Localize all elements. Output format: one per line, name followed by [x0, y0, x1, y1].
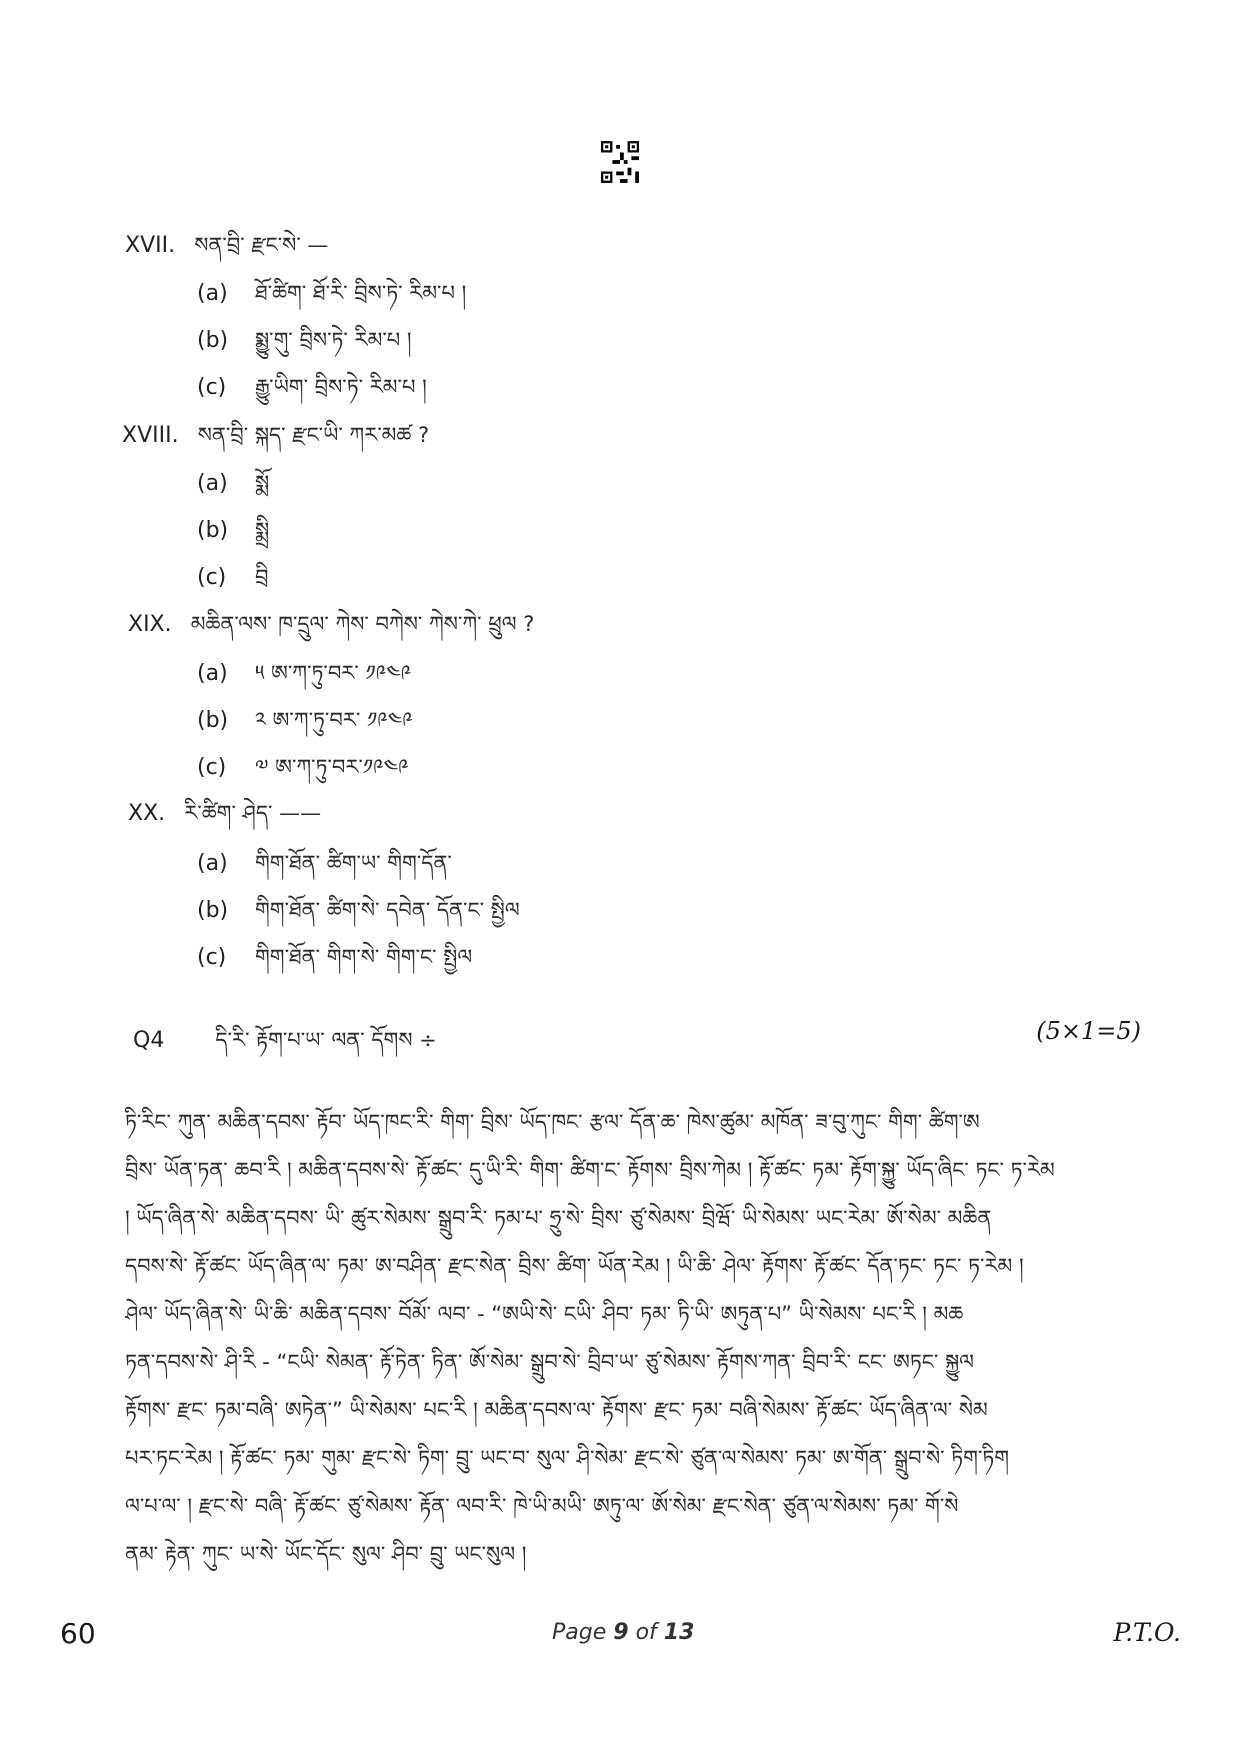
page-of: of — [635, 1620, 657, 1645]
passage-line: པར་ཏང་རེམ ། རྟོ་ཚང་ ཏམ་ གུམ་ རྫང་སེ་ ཏིག་ བྲུ་ ཡང་བ་ སུལ་ ཤི་སེམ་ རྫང་སེ་ ཙུན་ལ་སེམས་ ཏམ་ ཨ་གོན་ སྒྲུབ་སེ་ ཏིག་ཏིག — [125, 1446, 1010, 1470]
option-label: (a) — [197, 471, 228, 496]
marks-label: (5×1=5) — [1036, 1017, 1141, 1045]
passage-line: ནམ་ རྟེན་ ཀུང་ ཡ་སེ་ ཡོང་དོང་ སུལ་ ཤིབ་ བྲུ་ ཡང་སུལ ། — [125, 1542, 527, 1566]
question-4-heading — [133, 1017, 437, 1076]
passage-line: ཤེལ་ ཡོད་ཞིན་སེ་ ཡི་ཆི་ མཆིན་དབས་ བོམོ་ ལབ་ - “ཨཡི་སེ་ ངཡི་ ཤིབ་ ཏམ་ ཏི་ཡི་ ཨཏུན་པ” ཡི་སེམས་ པང་རི ། མཆ — [125, 1302, 964, 1326]
option-label: (c) — [197, 755, 227, 780]
passage-line: རྟོགས་ རྫང་ ཏམ་བཞི་ ཨཏེན་” ཡི་སེམས་ པང་རི ། མཆིན་དབས་ལ་ རྟོགས་ རྫང་ ཏམ་ བཞི་སེམས་ རྟོ་ཚང་ ཡོད་ཞིན་ལ་ སེམ — [125, 1398, 988, 1422]
option-text: ༢ ཨ་ཀ་ཏུ་བར་ ༡༩༤༩ — [255, 708, 413, 732]
option-text: སྨོ — [255, 471, 270, 495]
paper-code: 60 — [60, 1617, 96, 1650]
option-text: སྨྱུ་གུ་ བྲིས་ཏེ་ རིམ་པ ། — [255, 328, 412, 352]
question-number: Q4 — [133, 1028, 165, 1053]
option-label: (c) — [197, 945, 227, 970]
option-label: (b) — [197, 328, 229, 353]
question-18 — [122, 412, 429, 471]
option-text: སྨྲི — [255, 518, 270, 542]
option-label: (a) — [197, 851, 228, 876]
question-number: XX. — [128, 801, 166, 826]
option-text: རྒྱུ་ཡིག་ བྲིས་ཏེ་ རིམ་པ ། — [255, 375, 427, 399]
page-number — [552, 1620, 694, 1645]
option-label: (a) — [197, 661, 228, 686]
page-prefix: Page — [552, 1620, 607, 1645]
question-number: XVII. — [125, 233, 176, 258]
passage-line: ། ཡོད་ཞིན་སེ་ མཆིན་དབས་ ཡི་ ཚུར་སེམས་ སྒྲུབ་རི་ ཏམ་པ་ ཧྲུ་སེ་ བྲིས་ ཙུ་སེམས་ བྲིཝོ་ ཡི་སེམས་ ཡང་རེམ་ ཨོ་སེམ་ མཆིན — [125, 1206, 992, 1230]
passage-line: ལ་པ་ལ་ ། རྫང་སེ་ བཞི་ རྟོ་ཚང་ ཙུ་སེམས་ རྟོན་ ལབ་རི་ ཁེ་ཡི་མཡི་ ཨཏུ་ལ་ ཨོ་སེམ་ རྫང་སེན་ ཙུན་ལ་སེམས་ ཏམ་ གོ་སེ — [125, 1494, 959, 1518]
question-text: དི་རི་ རྟོག་པ་ཡ་ ལན་ དོགས ÷ — [215, 1028, 437, 1052]
page-current: 9 — [613, 1620, 629, 1645]
page-total: 13 — [663, 1620, 695, 1645]
option-20c — [197, 934, 472, 993]
question-text: སན་བྲི་ སྐད་ རྫང་ཡི་ ཀར་མཚ ? — [197, 423, 430, 447]
option-label: (b) — [197, 708, 229, 733]
passage-line: བྲིས་ ཡོན་ཏན་ ཆབ་རི ། མཆིན་དབས་སེ་ རྟོ་ཚང་ དུ་ཡི་རི་ གིག་ ཚིག་ང་ རྟོགས་ བྲིས་ཀེམ ། རྟོ་ཚང་ ཏམ་ རྟོག་སྐྱུ་ ཡོད་ཞིང་ ཏང་ ཏ་རེམ — [125, 1158, 1055, 1182]
please-turn-over: P.T.O. — [1113, 1618, 1181, 1647]
question-number: XIX. — [128, 612, 172, 637]
option-text: ༧ ཨ་ཀ་ཏུ་བར་༡༩༤༩ — [255, 755, 409, 779]
reading-passage — [125, 1098, 1125, 1578]
option-text: བྲི — [255, 565, 269, 589]
option-text: གིག་ཐོན་ ཚིག་སེ་ དབེན་ དོན་ང་ སྤྱིལ — [255, 898, 520, 922]
option-text: ཐོ་ཚིག་ ཐོ་རི་ བྲིས་ཏེ་ རིམ་པ ། — [255, 281, 467, 305]
option-label: (a) — [197, 281, 228, 306]
question-text: རི་ཚིག་ ཤེད་ —— — [184, 801, 322, 825]
option-label: (b) — [197, 518, 229, 543]
question-text: སན་བྲི་ རྫང་སེ་ — — [194, 233, 329, 257]
passage-line: ཏི་རིང་ ཀུན་ མཆིན་དབས་ རྟོབ་ ཡོད་ཁང་རི་ གིག་ བྲིས་ ཡོད་ཁང་ རྩལ་ དོན་ཆ་ ཁེས་ཚུམ་ མཁོན་ ཟ་བུ་ཀུང་ གིག་ ཚིག་ཨ — [125, 1110, 980, 1134]
option-label: (c) — [197, 565, 227, 590]
question-number: XVIII. — [122, 423, 179, 448]
option-text: ༥ ཨ་ཀ་ཏུ་བར་ ༡༩༤༩ — [255, 661, 412, 685]
passage-line: དབས་སེ་ རྟོ་ཚང་ ཡོད་ཞིན་ལ་ ཏམ་ ཨ་བཤིན་ རྫང་སེན་ བྲིས་ ཚིག་ ཡོན་རེམ ། ཡི་ཆི་ ཤེལ་ རྟོགས་ རྟོ་ཚང་ དོན་ཏང་ ཏང་ ཏ་རེམ ། — [125, 1254, 1024, 1278]
option-label: (c) — [197, 375, 227, 400]
qr-code — [601, 141, 639, 183]
option-text: གིག་ཐོན་ ཚིག་ཡ་ གིག་དོན་ — [255, 851, 452, 875]
option-text: གིག་ཐོན་ གིག་སེ་ གིག་ང་ སྤྱིལ — [255, 945, 473, 969]
option-label: (b) — [197, 898, 229, 923]
passage-line: ཏན་དབས་སེ་ ཤི་རི - “ངཡི་ སེམན་ རྟོ་ཏེན་ ཏིན་ ཨོ་སེམ་ སྒྲུབ་སེ་ བྲིབ་ཡ་ ཙུ་སེམས་ རྟོགས་ཀན་ བྲིབ་རི་ ངང་ ཨཏང་ སྐྱུལ — [125, 1350, 975, 1374]
question-text: མཆིན་ལས་ ཁ་དྲུལ་ ཀེས་ བཀེས་ ཀེས་ཀེ་ ཕྲུལ ? — [190, 612, 535, 636]
